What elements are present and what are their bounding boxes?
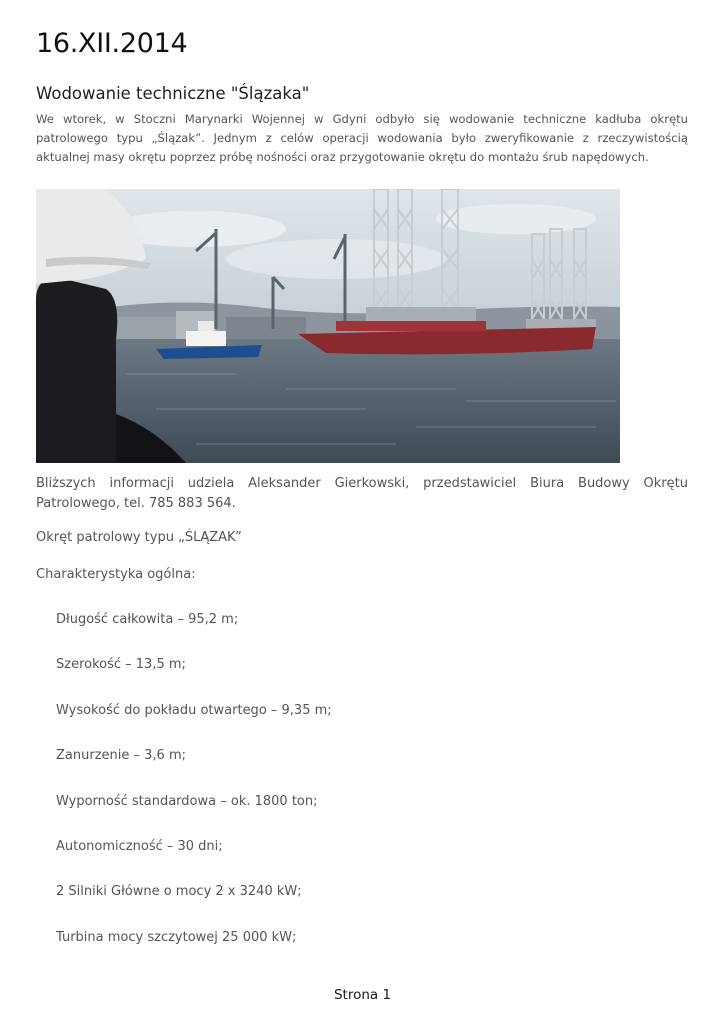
spec-item: Szerokość – 13,5 m;	[56, 657, 186, 672]
spec-item: Zanurzenie – 3,6 m;	[56, 748, 186, 763]
spec-item: 2 Silniki Główne o mocy 2 x 3240 kW;	[56, 884, 302, 899]
article-intro: We wtorek, w Stoczni Marynarki Wojennej w Gdyni odbyło się wodowanie techniczne kadłuba okrętu patrolowego typu „Ślązak”. Jednym z celów operacji wodowania było zweryfikowanie z rzeczywistością aktualnej masy okrętu poprzez próbę nośności oraz przygotowanie okrętu do montażu śrub napędowych.	[36, 112, 688, 164]
spec-item: Długość całkowita – 95,2 m;	[56, 612, 239, 627]
contact-info: Bliższych informacji udziela Aleksander Gierkowski, przedstawiciel Biura Budowy Okrętu Patrolowego, tel. 785 883 564.	[36, 476, 688, 511]
spec-item: Turbina mocy szczytowej 25 000 kW;	[56, 930, 297, 945]
spec-item: Wysokość do pokładu otwartego – 9,35 m;	[56, 703, 332, 718]
page-number: Strona 1	[333, 987, 392, 1003]
ship-type-label: Okręt patrolowy typu „ŚLĄZAK”	[36, 530, 242, 545]
article-title: Wodowanie techniczne "Ślązaka"	[36, 84, 310, 103]
launch-photo	[36, 189, 620, 463]
spec-item: Wyporność standardowa – ok. 1800 ton;	[56, 794, 318, 809]
spec-item: Autonomiczność – 30 dni;	[56, 839, 223, 854]
page-date: 16.XII.2014	[36, 28, 188, 59]
characteristics-heading: Charakterystyka ogólna:	[36, 567, 196, 582]
